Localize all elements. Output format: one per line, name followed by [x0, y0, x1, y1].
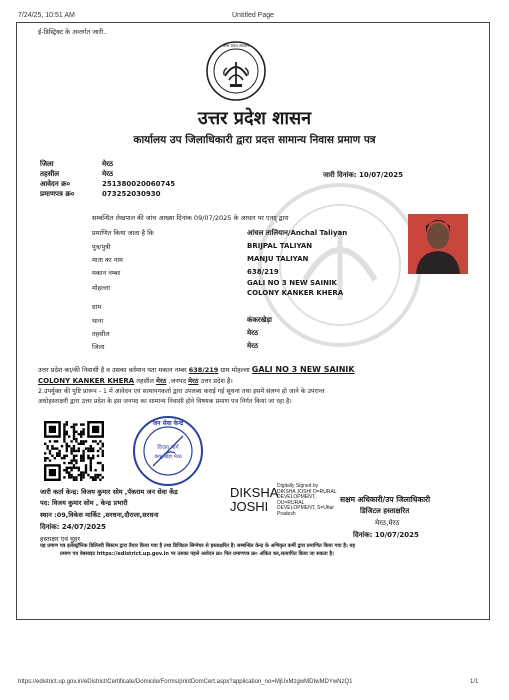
applicant-photo — [408, 214, 468, 274]
detail-label: पुत्र/पुत्री — [92, 243, 111, 251]
seal-text: जन सेवा केन्द्र — [152, 420, 184, 427]
residence-line-1 — [38, 366, 355, 375]
district-value: मेरठ — [247, 342, 259, 350]
seal-text: विजय मार्ग — [157, 445, 179, 451]
jan-seva-kendra-seal — [131, 414, 205, 488]
residence-text: ,जनपद — [166, 377, 189, 385]
authority-subtitle: डिजिटल हस्ताक्षरित — [360, 507, 410, 515]
print-url: https://edistrict.up.gov.in/eDistrict/Certificate/Domicile/Forms/printDomCert.aspx?application_no=MjUxMzgwMDIwMDYwNzQ1 — [18, 679, 353, 685]
residence-tehsil: मेरठ — [156, 377, 167, 385]
meta-value: मेरठ — [102, 160, 114, 168]
detail-label: ग्राम — [92, 303, 102, 311]
locality-line-1: GALI NO 3 NEW SAINIK — [247, 279, 337, 287]
up-emblem — [205, 40, 267, 102]
locality-line-2: COLONY KANKER KHERA — [247, 289, 344, 297]
meta-label: जिला — [40, 160, 54, 168]
detail-label: मकान नम्बर — [92, 269, 121, 277]
residence-locality: COLONY KANKER KHERA — [38, 377, 135, 385]
issuer-sign-label: हस्ताक्षर एवं मुहर — [40, 535, 81, 543]
office-title: कार्यालय उप जिलाधिकारी द्वारा प्रदत्त सामान्य निवास प्रमाण पत्र — [133, 134, 376, 146]
signature-detail-line: DEVELOPMENT, S=Uttar — [277, 505, 335, 511]
father-name: BRIJPAL TALIYAN — [247, 242, 313, 250]
residence-locality: GALI NO 3 NEW SAINIK — [251, 365, 355, 374]
application-number: 251380020060745 — [102, 180, 176, 188]
seal-text: कंकरखेड़ा मेरठ — [154, 454, 182, 460]
meta-value: मेरठ — [102, 170, 114, 178]
clause-2-line-2: अधोहस्ताक्षरी द्वारा उत्तर प्रदेश के इस जनपद का सामान्य निवासी होने विषयक प्रमाण पत्र निर्गत किया जा रहा है। — [38, 398, 292, 405]
signature-detail-line: DIKSHA JOSHI O=RURAL — [277, 488, 337, 495]
signature-details — [277, 484, 337, 517]
signature-detail-line: Pradesh — [277, 510, 296, 517]
residence-text: उत्तर प्रदेश है। — [198, 377, 233, 385]
meta-label: प्रमाणपत्र क्र० — [40, 190, 75, 198]
house-number: 638/219 — [247, 268, 279, 276]
footer-line-1: यह प्रमाण पत्र इलेक्ट्रॉनिक डिलिवरी सिस्टम द्वारा तैयार किया गया है तथा डिजिटल सिग्नेचर से हस्ताक्षरित है। सम्बन्धित केन्द्र के अभिकृत कर्मी द्वारा प्रमाणित किया गया है। यह — [40, 543, 356, 549]
qr-code — [44, 421, 104, 481]
detail-label: मोहल्ला — [92, 284, 111, 292]
signature-detail-line: DEVELOPMENT, — [277, 494, 316, 500]
intro-line: सम्बन्धित लेखपाल की जांच आख्या दिनांक 09/07/2025 के आधार पर एतद् द्वारा — [92, 214, 289, 222]
residence-text: तहसील — [134, 377, 157, 385]
print-datetime: 7/24/25, 10:51 AM — [18, 12, 75, 19]
print-page-number: 1/1 — [470, 679, 479, 685]
certificate-number: 073252030930 — [102, 190, 161, 198]
residence-text: उत्तर प्रदेश का/की निवासी है व उसका वर्तमान पता मकान नम्बर — [38, 366, 189, 374]
clause-2-line-1: 2.उपर्युक्त की पुष्टि प्रारूप - 1 में आवेदन एवं सत्यापनकर्ता द्वारा उपलब्ध कराई गई सूचना तथा इसमें संलग्न हो जाने के उपरान्त — [38, 388, 325, 395]
police-station: कंकरखेड़ा — [247, 316, 272, 324]
residence-line-2 — [38, 377, 233, 386]
signer-name-line-1: DIKSHA — [230, 485, 279, 500]
residence-house: 638/219 — [188, 366, 219, 374]
authority-place: मेरठ,मेरठ — [375, 519, 400, 527]
emblem-text: उत्तर प्रदेश सरकार — [222, 43, 250, 48]
detail-label: माता का नाम — [92, 256, 123, 264]
footer-line-2: प्रमाण पत्र वेबसाइट https://edistrict.up.gov.in पर उसका पहले आवेदन क्र० फिर प्रमाणपत्र क्र० अंकित कर,सत्यापित किया जा सकता है। — [60, 551, 334, 557]
detail-label: प्रमाणित किया जाता है कि — [92, 229, 154, 237]
signature-detail-line: Digitally Signed by — [277, 483, 319, 489]
government-title: उत्तर प्रदेश शासन — [197, 108, 312, 129]
print-page-title: Untitled Page — [232, 12, 275, 19]
tehsil-value: मेरठ — [247, 329, 259, 337]
residence-district: मेरठ — [188, 377, 199, 385]
residence-text: ग्राम मोहल्ला — [218, 366, 252, 374]
meta-label: आवेदन क्र० — [40, 180, 71, 188]
meta-label: तहसील — [40, 170, 59, 178]
edistrict-note: ई-डिस्ट्रिक्ट के अन्तर्गत जारी.. — [38, 28, 108, 36]
detail-label: तहसील — [92, 330, 110, 338]
issuer-date: दिनांक: 24/07/2025 — [40, 523, 106, 531]
mother-name: MANJU TALIYAN — [247, 255, 309, 263]
issuer-line: जारी कर्ता केन्द्र: विजय कुमार सोम ,पॅकराम जन सेवा केंद्र — [40, 488, 178, 496]
details-block — [92, 224, 392, 354]
authority-date: दिनांक: 10/07/2025 — [353, 531, 419, 539]
applicant-name: आंचल तालियान/Anchal Taliyan — [247, 229, 348, 237]
detail-label: थाना — [92, 317, 104, 325]
issuer-line: स्थान :09,विकेस मार्किट ,सरधना,दौराला,सरधना — [40, 511, 159, 519]
signer-name-line-2: JOSHI — [230, 499, 269, 514]
signature-detail-line: OU=RURAL — [277, 499, 305, 506]
authority-title: सक्षम अधिकारी/उप जिलाधिकारी — [340, 495, 431, 504]
issuer-line: पद: विजय कुमार सोम , केन्द्र प्रभारी — [40, 499, 128, 507]
issue-date: जारी दिनांक: 10/07/2025 — [323, 171, 404, 179]
detail-label: जिला — [92, 343, 105, 351]
